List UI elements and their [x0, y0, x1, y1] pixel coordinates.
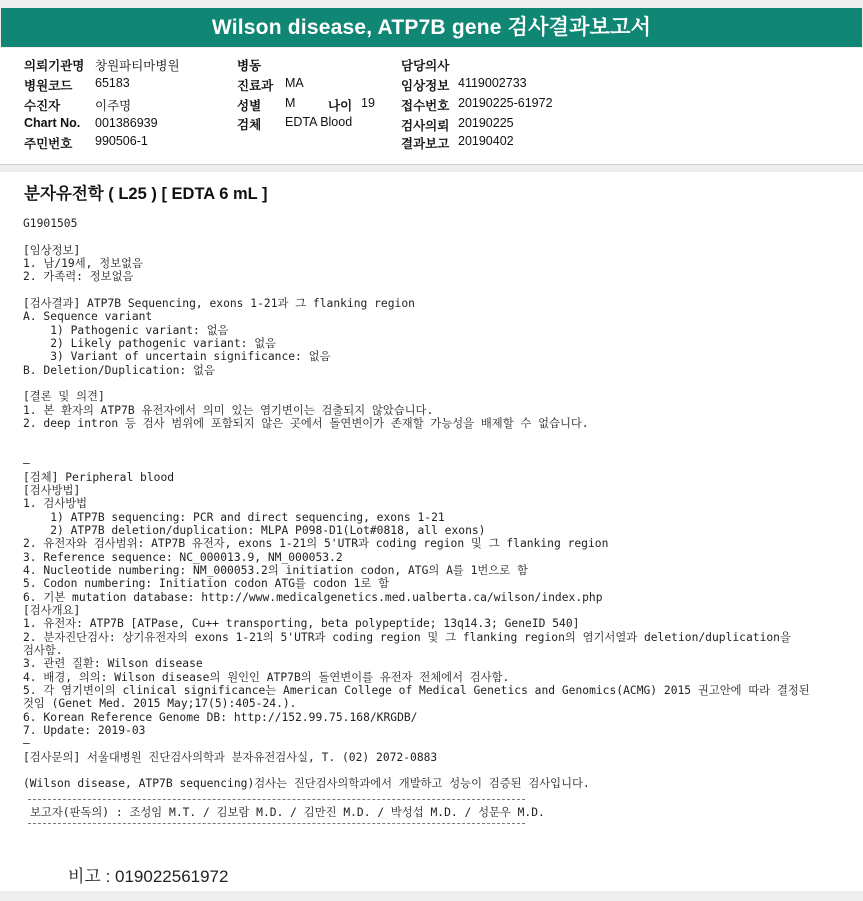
- report-line: [결론 및 의견]: [23, 390, 105, 404]
- chart-label: Chart No.: [24, 116, 81, 130]
- report-line: 검사함.: [23, 644, 63, 657]
- clinical-label: 임상정보: [401, 79, 450, 93]
- report-line: 4. 배경, 의의: Wilson disease의 원인인 ATP7B의 돌연변이를 유전자 전체에서 검사함.: [23, 670, 510, 684]
- report-title: Wilson disease, ATP7B gene 검사결과보고서: [1, 8, 862, 47]
- receiver-label: 수진자: [24, 99, 61, 113]
- receiver-value: 이주명: [95, 99, 132, 113]
- report-line: 1. 남/19세, 정보없음: [23, 257, 143, 271]
- code-label: 병원코드: [24, 79, 73, 93]
- rrn-value: 990506-1: [95, 134, 148, 148]
- remark-line: 비고 : 019022561972: [68, 867, 229, 886]
- sex-label: 성별: [237, 99, 262, 113]
- report-line: [검사문의] 서울대병원 진단검사의학과 분자유전검사실, T. (02) 2072-0883: [23, 750, 438, 764]
- report-line: —: [23, 457, 30, 471]
- hospital-value: 창원파티마병원: [95, 59, 180, 73]
- report-date-label: 결과보고: [401, 137, 450, 151]
- report-line: [검체] Peripheral blood: [23, 470, 175, 484]
- ward-label: 병동: [237, 59, 262, 73]
- report-line: 2. 유전자와 검사범위: ATP7B 유전자, exons 1-21의 5'UTR과 coding region 및 그 flanking region: [23, 537, 609, 551]
- report-line: —: [23, 737, 30, 751]
- report-line: 7. Update: 2019-03: [23, 724, 146, 738]
- reception-label: 접수번호: [401, 99, 450, 113]
- dept-label: 진료과: [237, 79, 274, 93]
- specimen-label: 검체: [237, 118, 262, 132]
- report-line: [23, 444, 810, 457]
- clinical-value: 4119002733: [458, 76, 527, 90]
- divider-top: [28, 799, 525, 800]
- report-line: 3) Variant of uncertain significance: 없음: [23, 350, 331, 364]
- rrn-label: 주민번호: [24, 137, 73, 151]
- report-line: 1) Pathogenic variant: 없음: [23, 323, 229, 337]
- report-line: [23, 431, 810, 444]
- request-label: 검사의뢰: [401, 119, 450, 133]
- report-line: [23, 764, 810, 777]
- report-line: 3. Reference sequence: NC_000013.9, NM_000053.2: [23, 550, 343, 564]
- report-line: 2. deep intron 등 검사 범위에 포함되지 않은 곳에서 돌연변이가 존재할 가능성을 배제할 수 없습니다.: [23, 417, 589, 431]
- report-line: G1901505: [23, 217, 78, 230]
- report-line: 4. Nucleotide numbering: NM_000053.2의 initiation codon, ATG의 A를 1번으로 함: [23, 563, 528, 577]
- chart-value: 001386939: [95, 116, 158, 130]
- dept-value: MA: [285, 76, 304, 90]
- report-text: [23, 217, 810, 791]
- report-line: 5. 각 염기변이의 clinical significance는 American College of Medical Genetics and Genomics(ACMG) 2015 권고안에 따라 결정된: [23, 684, 810, 698]
- report-line: [23, 230, 810, 243]
- report-line: 1. 본 환자의 ATP7B 유전자에서 의미 있는 염기변이는 검출되지 않았습니다.: [23, 403, 434, 417]
- code-value: 65183: [95, 76, 130, 90]
- report-line: [임상정보]: [23, 243, 81, 257]
- report-line: 1. 유전자: ATP7B [ATPase, Cu++ transporting, beta polypeptide; 13q14.3; GeneID 540]: [23, 617, 580, 631]
- report-line: 1. 검사방법: [23, 497, 88, 511]
- report-line: 1) ATP7B sequencing: PCR and direct sequencing, exons 1-21: [23, 510, 445, 524]
- section-title: 분자유전학 ( L25 ) [ EDTA 6 mL ]: [24, 185, 268, 203]
- doctor-label: 담당의사: [401, 59, 450, 73]
- report-line: 2) Likely pathogenic variant: 없음: [23, 337, 277, 351]
- report-line: 2) ATP7B deletion/duplication: MLPA P098-D1(Lot#0818, all exons): [23, 523, 486, 537]
- report-line: 2. 분자진단검사: 상기유전자의 exons 1-21의 5'UTR과 coding region 및 그 flanking region의 염기서열과 deletion/duplication을: [23, 630, 791, 644]
- report-line: [23, 284, 810, 297]
- request-value: 20190225: [458, 116, 514, 130]
- hospital-label: 의뢰기관명: [24, 59, 85, 73]
- report-body: [0, 172, 863, 891]
- report-line: 6. 기본 mutation database: http://www.medicalgenetics.med.ualberta.ca/wilson/index.php: [23, 590, 603, 604]
- patient-info-panel: [0, 48, 863, 165]
- report-line: [23, 377, 810, 390]
- report-line: 6. Korean Reference Genome DB: http://152.99.75.168/KRGDB/: [23, 710, 418, 724]
- specimen-value: EDTA Blood: [285, 115, 353, 129]
- age-value: 19: [361, 96, 375, 110]
- reception-value: 20190225-61972: [458, 96, 553, 110]
- report-line: 5. Codon numbering: Initiation codon ATG를 codon 1로 함: [23, 577, 390, 591]
- report-line: 3. 관련 질환: Wilson disease: [23, 657, 203, 671]
- report-line: [검사개요]: [23, 603, 81, 617]
- sex-value: M: [285, 96, 296, 110]
- report-line: B. Deletion/Duplication: 없음: [23, 363, 215, 377]
- report-line: [검사방법]: [23, 483, 81, 497]
- report-line: (Wilson disease, ATP7B sequencing)검사는 진단검사의학과에서 개발하고 성능이 검증된 검사입니다.: [23, 777, 590, 791]
- report-line: 것임 (Genet Med. 2015 May;17(5):405-24.).: [23, 697, 297, 711]
- report-line: 2. 가족력: 정보없음: [23, 270, 134, 284]
- report-date-value: 20190402: [458, 134, 514, 148]
- age-label: 나이: [328, 99, 353, 113]
- reporters-line: 보고자(판독의) : 조성임 M.T. / 김보람 M.D. / 김만진 M.D. / 박성섭 M.D. / 성문우 M.D.: [30, 806, 545, 819]
- divider-bottom: [28, 823, 525, 824]
- report-line: [검사결과] ATP7B Sequencing, exons 1-21과 그 flanking region: [23, 297, 415, 311]
- report-line: A. Sequence variant: [23, 310, 153, 324]
